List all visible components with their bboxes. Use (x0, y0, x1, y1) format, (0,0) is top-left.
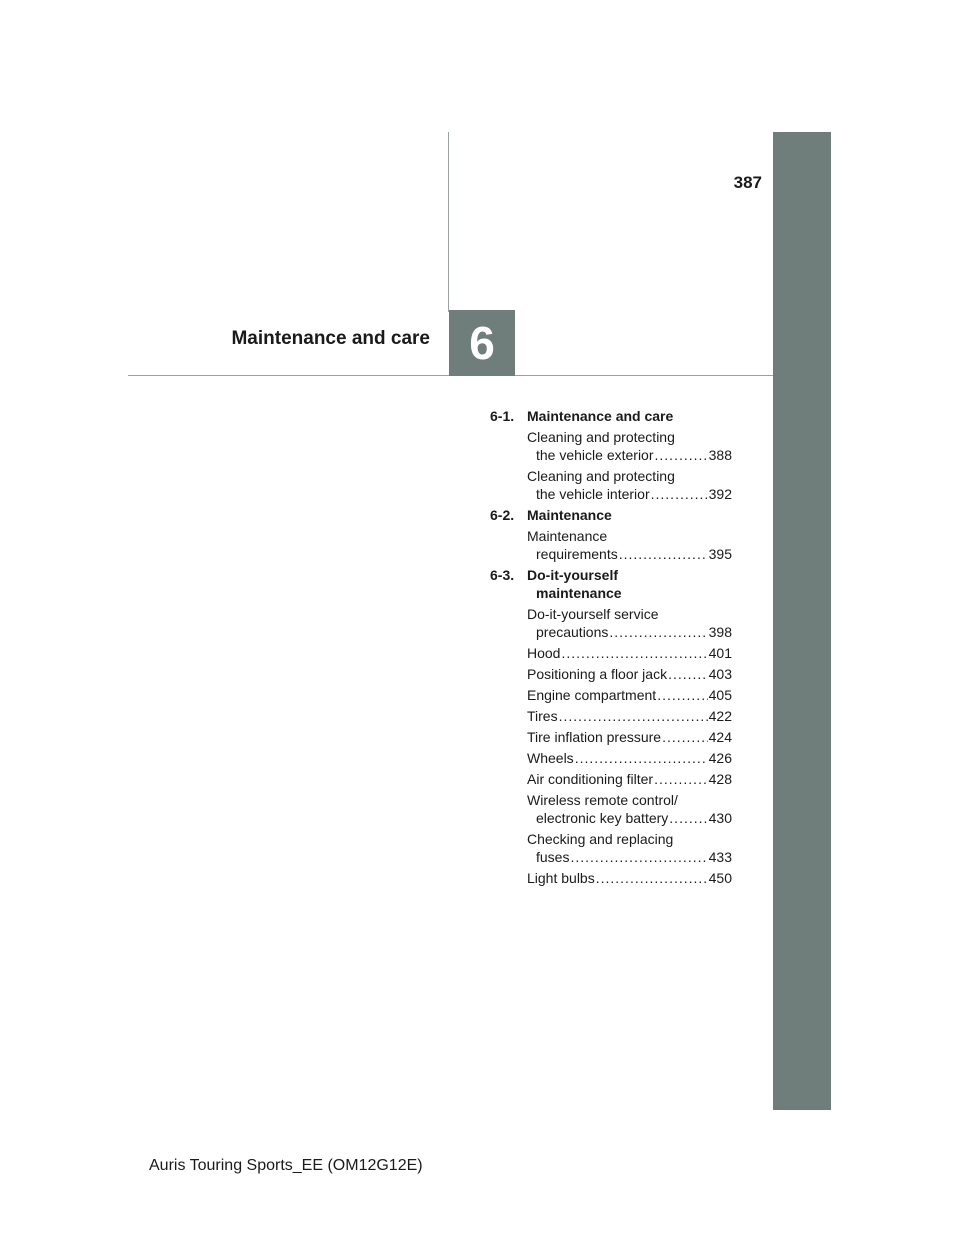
entry-page: 433 (708, 849, 732, 865)
toc-entry[interactable] (490, 830, 732, 866)
entry-title: Tire inflation pressure (527, 729, 662, 745)
dot-leader (655, 446, 708, 464)
entry-title-line1: Maintenance (527, 528, 608, 544)
section-title: Maintenance and care (527, 408, 674, 424)
entry-title: Positioning a floor jack (527, 666, 668, 682)
toc-entry[interactable] (490, 686, 732, 704)
entry-page: 401 (708, 645, 732, 661)
entry-title: Tires (527, 708, 558, 724)
entry-title-line1: Do-it-yourself service (527, 606, 659, 622)
dot-leader (657, 686, 707, 704)
page-number: 387 (733, 173, 762, 192)
section-number: 6-2. (490, 507, 515, 523)
entry-title-line1: Cleaning and protecting (527, 468, 675, 484)
entry-page: 388 (708, 447, 732, 463)
chapter-tab-bar (773, 132, 831, 1110)
entry-page: 426 (708, 750, 732, 766)
entry-title: Wheels (527, 750, 574, 766)
toc-entry[interactable] (490, 644, 732, 662)
entry-title-line1: Checking and replacing (527, 831, 674, 847)
entry-title-line1: Wireless remote control/ (527, 792, 678, 808)
dot-leader (561, 644, 707, 662)
entry-page: 403 (708, 666, 732, 682)
dot-leader (651, 485, 708, 503)
vertical-divider (448, 132, 449, 312)
toc-entry[interactable] (490, 749, 732, 767)
entry-title-line2: electronic key battery (536, 810, 669, 826)
entry-page: 424 (708, 729, 732, 745)
toc-entry[interactable] (490, 665, 732, 683)
chapter-number-badge (449, 310, 515, 376)
document-footer: Auris Touring Sports_EE (OM12G12E) (149, 1157, 423, 1174)
entry-title-line2: the vehicle interior (536, 486, 650, 502)
toc-entry[interactable] (490, 707, 732, 725)
toc-entry[interactable] (490, 869, 732, 887)
section-title: Do-it-yourself (527, 567, 618, 583)
entry-title: Light bulbs (527, 870, 595, 886)
entry-page: 398 (708, 624, 732, 640)
entry-title-line2: the vehicle exterior (536, 447, 654, 463)
entry-page: 430 (708, 810, 732, 826)
toc-entry[interactable] (490, 791, 732, 827)
dot-leader (668, 665, 708, 683)
entry-title: Engine compartment (527, 687, 657, 703)
section-number: 6-3. (490, 567, 515, 583)
entry-title: Air conditioning filter (527, 771, 654, 787)
entry-page: 392 (708, 486, 732, 502)
toc-section[interactable] (490, 566, 732, 602)
entry-page: 450 (708, 870, 732, 886)
dot-leader (575, 749, 708, 767)
entry-page: 422 (708, 708, 732, 724)
dot-leader (596, 869, 708, 887)
toc-entry[interactable] (490, 527, 732, 563)
dot-leader (609, 623, 707, 641)
dot-leader (669, 809, 707, 827)
dot-leader (654, 770, 708, 788)
entry-page: 405 (708, 687, 732, 703)
entry-title-line2: requirements (536, 546, 618, 562)
entry-title-line2: fuses (536, 849, 570, 865)
toc-entry[interactable] (490, 770, 732, 788)
section-number: 6-1. (490, 408, 515, 424)
dot-leader (619, 545, 708, 563)
dot-leader (570, 848, 707, 866)
toc-entry[interactable] (490, 728, 732, 746)
toc-section[interactable] (490, 506, 732, 524)
section-title: Maintenance (527, 507, 612, 523)
entry-page: 395 (708, 546, 732, 562)
section-title-line2: maintenance (536, 585, 622, 601)
toc-section[interactable] (490, 407, 732, 425)
entry-title: Hood (527, 645, 561, 661)
entry-title-line2: precautions (536, 624, 609, 640)
toc-entry[interactable] (490, 605, 732, 641)
chapter-number: 6 (469, 317, 495, 369)
dot-leader (662, 728, 708, 746)
toc-entry[interactable] (490, 467, 732, 503)
dot-leader (559, 707, 708, 725)
entry-title-line1: Cleaning and protecting (527, 429, 675, 445)
chapter-title: Maintenance and care (231, 328, 430, 349)
entry-page: 428 (708, 771, 732, 787)
toc-entry[interactable] (490, 428, 732, 464)
table-of-contents (490, 407, 732, 890)
